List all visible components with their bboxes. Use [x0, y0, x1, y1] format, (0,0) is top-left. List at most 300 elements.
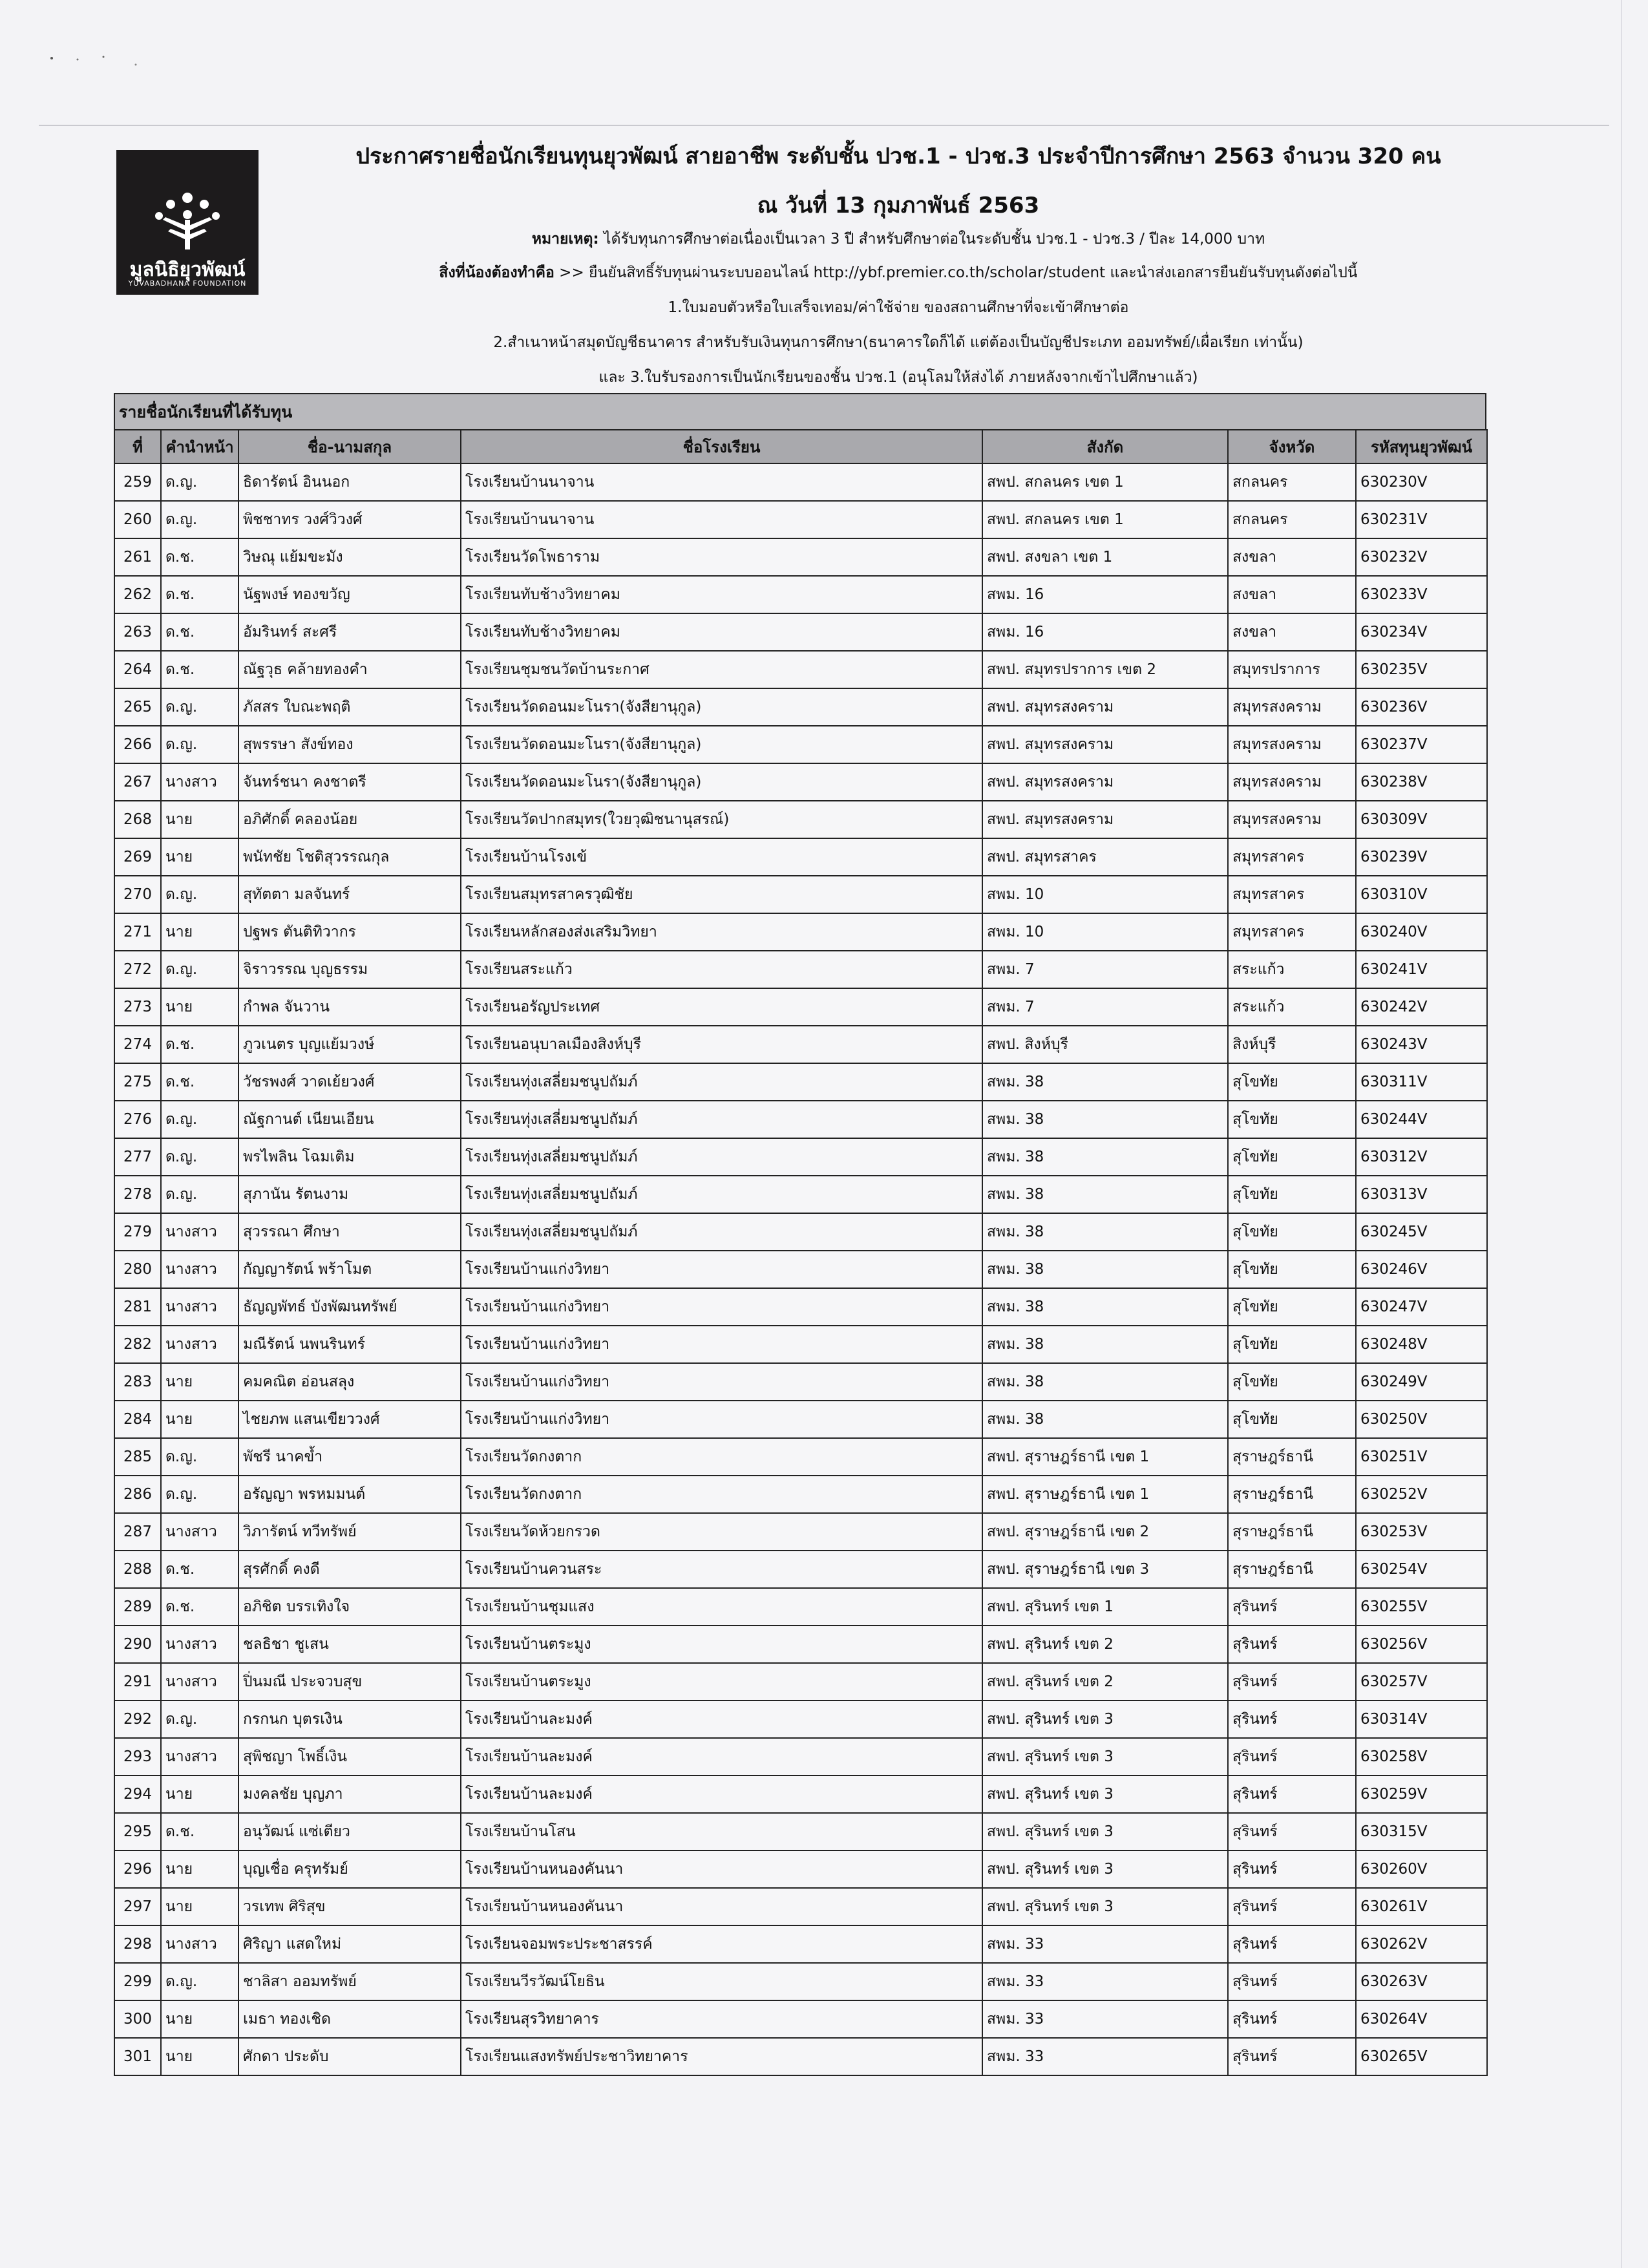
cell-scholarship-code: 630263V	[1356, 1963, 1487, 2000]
table-row	[114, 726, 1487, 763]
table-row	[114, 1775, 1487, 1813]
cell-school: โรงเรียนบ้านละมงค์	[461, 1738, 982, 1775]
cell-school: โรงเรียนวัดโพธาราม	[461, 538, 982, 576]
cell-number: 288	[114, 1551, 161, 1588]
table-row	[114, 1850, 1487, 1888]
table-header-row	[114, 430, 1487, 463]
cell-scholarship-code: 630245V	[1356, 1213, 1487, 1251]
cell-affiliation: สพป. สมุทรสงคราม	[982, 688, 1228, 726]
cell-scholarship-code: 630312V	[1356, 1138, 1487, 1176]
cell-province: สกลนคร	[1228, 501, 1356, 538]
cell-title: นาย	[161, 1888, 238, 1925]
table-row	[114, 1101, 1487, 1138]
cell-school: โรงเรียนบ้านนาจาน	[461, 501, 982, 538]
cell-title: นางสาว	[161, 1326, 238, 1363]
cell-title: นางสาว	[161, 1626, 238, 1663]
cell-school: โรงเรียนบ้านตระมูง	[461, 1663, 982, 1701]
cell-affiliation: สพป. สุราษฎร์ธานี เขต 1	[982, 1438, 1228, 1476]
cell-province: สมุทรสาคร	[1228, 838, 1356, 876]
cell-number: 275	[114, 1063, 161, 1101]
cell-number: 286	[114, 1476, 161, 1513]
table-row	[114, 1251, 1487, 1288]
cell-affiliation: สพม. 38	[982, 1288, 1228, 1326]
table-row	[114, 1213, 1487, 1251]
cell-affiliation: สพป. สกลนคร เขต 1	[982, 463, 1228, 501]
cell-number: 285	[114, 1438, 161, 1476]
cell-name: ศิริญา แสดใหม่	[238, 1925, 461, 1963]
cell-number: 279	[114, 1213, 161, 1251]
cell-scholarship-code: 630255V	[1356, 1588, 1487, 1626]
cell-province: สุรินทร์	[1228, 1775, 1356, 1813]
cell-scholarship-code: 630238V	[1356, 763, 1487, 801]
cell-name: ไชยภพ แสนเขียววงศ์	[238, 1401, 461, 1438]
cell-number: 298	[114, 1925, 161, 1963]
cell-name: พรไพลิน โฉมเติม	[238, 1138, 461, 1176]
cell-school: โรงเรียนบ้านแก่งวิทยา	[461, 1288, 982, 1326]
cell-school: โรงเรียนบ้านตระมูง	[461, 1626, 982, 1663]
cell-name: กัญญารัตน์ พร้าโมต	[238, 1251, 461, 1288]
cell-affiliation: สพม. 10	[982, 913, 1228, 951]
cell-title: ด.ช.	[161, 651, 238, 688]
table-row	[114, 651, 1487, 688]
foundation-logo	[116, 150, 259, 295]
cell-scholarship-code: 630259V	[1356, 1775, 1487, 1813]
cell-scholarship-code: 630253V	[1356, 1513, 1487, 1551]
table-row	[114, 576, 1487, 613]
cell-title: นาย	[161, 1850, 238, 1888]
table-row	[114, 1138, 1487, 1176]
cell-title: ด.ญ.	[161, 876, 238, 913]
table-row	[114, 1438, 1487, 1476]
cell-name: มณีรัตน์ นพนรินทร์	[238, 1326, 461, 1363]
cell-number: 296	[114, 1850, 161, 1888]
table-row	[114, 951, 1487, 988]
cell-affiliation: สพม. 38	[982, 1101, 1228, 1138]
cell-scholarship-code: 630261V	[1356, 1888, 1487, 1925]
table-row	[114, 1701, 1487, 1738]
cell-title: นาย	[161, 801, 238, 838]
cell-number: 295	[114, 1813, 161, 1850]
cell-school: โรงเรียนแสงทรัพย์ประชาวิทยาคาร	[461, 2038, 982, 2075]
cell-scholarship-code: 630231V	[1356, 501, 1487, 538]
table-row	[114, 1026, 1487, 1063]
cell-name: มงคลชัย บุญภา	[238, 1775, 461, 1813]
table-row	[114, 1588, 1487, 1626]
cell-affiliation: สพป. สุรินทร์ เขต 2	[982, 1626, 1228, 1663]
cell-school: โรงเรียนบ้านแก่งวิทยา	[461, 1251, 982, 1288]
table-row	[114, 1925, 1487, 1963]
table-row	[114, 501, 1487, 538]
cell-scholarship-code: 630232V	[1356, 538, 1487, 576]
cell-scholarship-code: 630248V	[1356, 1326, 1487, 1363]
cell-school: โรงเรียนทุ่งเสลี่ยมชนูปถัมภ์	[461, 1138, 982, 1176]
table-row	[114, 1063, 1487, 1101]
cell-title: ด.ช.	[161, 1813, 238, 1850]
cell-school: โรงเรียนบ้านละมงค์	[461, 1775, 982, 1813]
cell-name: สุรศักดิ์ คงดี	[238, 1551, 461, 1588]
cell-number: 266	[114, 726, 161, 763]
cell-scholarship-code: 630246V	[1356, 1251, 1487, 1288]
table-row	[114, 1326, 1487, 1363]
cell-affiliation: สพม. 7	[982, 988, 1228, 1026]
cell-province: สกลนคร	[1228, 463, 1356, 501]
cell-school: โรงเรียนบ้านนาจาน	[461, 463, 982, 501]
cell-affiliation: สพม. 38	[982, 1176, 1228, 1213]
cell-school: โรงเรียนวัดกงตาก	[461, 1476, 982, 1513]
cell-school: โรงเรียนชุมชนวัดบ้านระกาศ	[461, 651, 982, 688]
logo-name-english: YUVABADHANA FOUNDATION	[128, 279, 247, 288]
cell-number: 270	[114, 876, 161, 913]
cell-name: พัชรี นาคข้ำ	[238, 1438, 461, 1476]
page-title: ประกาศรายชื่อนักเรียนทุนยุวพัฒน์ สายอาชีพ ระดับชั้น ปวช.1 - ปวช.3 ประจำปีการศึกษา 2563 จำนวน 320 คน	[355, 143, 1441, 169]
cell-affiliation: สพป. สมุทรปราการ เขต 2	[982, 651, 1228, 688]
table-row	[114, 913, 1487, 951]
cell-name: อภิชิต บรรเทิงใจ	[238, 1588, 461, 1626]
cell-scholarship-code: 630242V	[1356, 988, 1487, 1026]
cell-name: สุทัตตา มลจันทร์	[238, 876, 461, 913]
cell-province: สมุทรสาคร	[1228, 876, 1356, 913]
cell-scholarship-code: 630260V	[1356, 1850, 1487, 1888]
cell-title: นาย	[161, 838, 238, 876]
cell-affiliation: สพม. 38	[982, 1251, 1228, 1288]
col-header-school: ชื่อโรงเรียน	[461, 430, 982, 463]
cell-number: 290	[114, 1626, 161, 1663]
cell-affiliation: สพป. สุรินทร์ เขต 3	[982, 1850, 1228, 1888]
cell-province: สมุทรปราการ	[1228, 651, 1356, 688]
cell-scholarship-code: 630311V	[1356, 1063, 1487, 1101]
cell-name: ศักดา ประดับ	[238, 2038, 461, 2075]
cell-name: สุพิชญา โพธิ์เงิน	[238, 1738, 461, 1775]
cell-name: ปิ่นมณี ประจวบสุข	[238, 1663, 461, 1701]
cell-affiliation: สพม. 33	[982, 2000, 1228, 2038]
cell-scholarship-code: 630315V	[1356, 1813, 1487, 1850]
col-header-province: จังหวัด	[1228, 430, 1356, 463]
cell-school: โรงเรียนบ้านหนองคันนา	[461, 1888, 982, 1925]
cell-title: ด.ช.	[161, 1588, 238, 1626]
cell-name: บุญเชื่อ ครุทรัมย์	[238, 1850, 461, 1888]
table-row	[114, 1513, 1487, 1551]
cell-affiliation: สพม. 38	[982, 1326, 1228, 1363]
cell-name: จิราวรรณ บุญธรรม	[238, 951, 461, 988]
cell-province: สุราษฎร์ธานี	[1228, 1476, 1356, 1513]
cell-title: ด.ช.	[161, 576, 238, 613]
cell-province: สงขลา	[1228, 538, 1356, 576]
cell-province: สมุทรสงคราม	[1228, 688, 1356, 726]
cell-school: โรงเรียนวัดปากสมุทร(ใวยวุฒิชนานุสรณ์)	[461, 801, 982, 838]
scholarship-table	[114, 429, 1488, 2076]
cell-affiliation: สพม. 10	[982, 876, 1228, 913]
col-header-affiliation: สังกัด	[982, 430, 1228, 463]
cell-title: ด.ญ.	[161, 1101, 238, 1138]
note-line	[284, 228, 1512, 251]
cell-affiliation: สพป. สมุทรสงคราม	[982, 763, 1228, 801]
cell-province: สมุทรสาคร	[1228, 913, 1356, 951]
cell-scholarship-code: 630252V	[1356, 1476, 1487, 1513]
table-row	[114, 2000, 1487, 2038]
cell-title: ด.ช.	[161, 1026, 238, 1063]
cell-school: โรงเรียนจอมพระประชาสรรค์	[461, 1925, 982, 1963]
cell-affiliation: สพป. สมุทรสงคราม	[982, 801, 1228, 838]
cell-name: อรัญญา พรหมมนต์	[238, 1476, 461, 1513]
cell-affiliation: สพม. 38	[982, 1138, 1228, 1176]
cell-title: ด.ญ.	[161, 1438, 238, 1476]
cell-scholarship-code: 630309V	[1356, 801, 1487, 838]
cell-number: 274	[114, 1026, 161, 1063]
cell-school: โรงเรียนสระแก้ว	[461, 951, 982, 988]
cell-province: สุราษฎร์ธานี	[1228, 1513, 1356, 1551]
cell-name: พนัทชัย โชติสุวรรณกุล	[238, 838, 461, 876]
cell-scholarship-code: 630313V	[1356, 1176, 1487, 1213]
cell-province: สุรินทร์	[1228, 1850, 1356, 1888]
cell-name: กำพล จันวาน	[238, 988, 461, 1026]
cell-scholarship-code: 630230V	[1356, 463, 1487, 501]
cell-title: ด.ญ.	[161, 501, 238, 538]
table-row	[114, 838, 1487, 876]
cell-scholarship-code: 630249V	[1356, 1363, 1487, 1401]
cell-name: เมธา ทองเชิด	[238, 2000, 461, 2038]
table-row	[114, 2038, 1487, 2075]
cell-school: โรงเรียนบ้านละมงค์	[461, 1701, 982, 1738]
cell-number: 264	[114, 651, 161, 688]
cell-affiliation: สพม. 38	[982, 1401, 1228, 1438]
cell-province: สุราษฎร์ธานี	[1228, 1551, 1356, 1588]
cell-title: ด.ญ.	[161, 1138, 238, 1176]
table-row	[114, 1626, 1487, 1663]
cell-number: 289	[114, 1588, 161, 1626]
cell-name: พิชชาทร วงศ์วิวงศ์	[238, 501, 461, 538]
cell-name: สุพรรษา สังข์ทอง	[238, 726, 461, 763]
cell-number: 283	[114, 1363, 161, 1401]
cell-title: นางสาว	[161, 1288, 238, 1326]
table-row	[114, 1551, 1487, 1588]
cell-scholarship-code: 630250V	[1356, 1401, 1487, 1438]
table-row	[114, 538, 1487, 576]
table-row	[114, 763, 1487, 801]
document-item-3: และ 3.ใบรับรองการเป็นนักเรียนของชั้น ปวช.1 (อนุโลมให้ส่งได้ ภายหลังจากเข้าไปศึกษาแล้ว)	[598, 369, 1198, 386]
table-row	[114, 876, 1487, 913]
cell-number: 268	[114, 801, 161, 838]
cell-name: ธัญญพัทธ์ บังพัฒนทรัพย์	[238, 1288, 461, 1326]
cell-scholarship-code: 630265V	[1356, 2038, 1487, 2075]
cell-affiliation: สพป. สุรินทร์ เขต 1	[982, 1588, 1228, 1626]
cell-number: 272	[114, 951, 161, 988]
cell-school: โรงเรียนบ้านแก่งวิทยา	[461, 1326, 982, 1363]
cell-number: 271	[114, 913, 161, 951]
cell-affiliation: สพป. สุรินทร์ เขต 2	[982, 1663, 1228, 1701]
cell-province: สุโขทัย	[1228, 1176, 1356, 1213]
cell-scholarship-code: 630244V	[1356, 1101, 1487, 1138]
cell-affiliation: สพป. สิงห์บุรี	[982, 1026, 1228, 1063]
cell-affiliation: สพป. สุรินทร์ เขต 3	[982, 1888, 1228, 1925]
cell-title: ด.ช.	[161, 1063, 238, 1101]
cell-province: สุราษฎร์ธานี	[1228, 1438, 1356, 1476]
cell-affiliation: สพม. 33	[982, 1963, 1228, 2000]
cell-number: 261	[114, 538, 161, 576]
cell-scholarship-code: 630314V	[1356, 1701, 1487, 1738]
cell-title: นางสาว	[161, 1513, 238, 1551]
cell-name: จันทร์ชนา คงชาตรี	[238, 763, 461, 801]
cell-name: สุภานัน รัตนงาม	[238, 1176, 461, 1213]
cell-province: สุโขทัย	[1228, 1101, 1356, 1138]
cell-scholarship-code: 630262V	[1356, 1925, 1487, 1963]
table-row	[114, 463, 1487, 501]
cell-title: นาย	[161, 2038, 238, 2075]
cell-affiliation: สพป. สุราษฎร์ธานี เขต 2	[982, 1513, 1228, 1551]
cell-number: 297	[114, 1888, 161, 1925]
cell-title: นางสาว	[161, 1251, 238, 1288]
cell-affiliation: สพป. สุรินทร์ เขต 3	[982, 1701, 1228, 1738]
cell-province: สุโขทัย	[1228, 1326, 1356, 1363]
cell-province: สุโขทัย	[1228, 1063, 1356, 1101]
table-row	[114, 1176, 1487, 1213]
cell-scholarship-code: 630234V	[1356, 613, 1487, 651]
cell-title: นาย	[161, 1363, 238, 1401]
cell-province: สุรินทร์	[1228, 1701, 1356, 1738]
cell-title: นาย	[161, 988, 238, 1026]
cell-affiliation: สพป. สมุทรสงคราม	[982, 726, 1228, 763]
cell-province: สุรินทร์	[1228, 2038, 1356, 2075]
cell-title: นาย	[161, 1401, 238, 1438]
scan-speck-icon	[39, 45, 168, 84]
cell-school: โรงเรียนบ้านชุมแสง	[461, 1588, 982, 1626]
cell-name: นัฐพงษ์ ทองขวัญ	[238, 576, 461, 613]
cell-name: ภัสสร ใบณะพฤติ	[238, 688, 461, 726]
document-item-2: 2.สำเนาหน้าสมุดบัญชีธนาคาร สำหรับรับเงินทุนการศึกษา(ธนาคารใดก็ได้ แต่ต้องเป็นบัญชีประเภท ออมทรัพย์/เผื่อเรียก เท่านั้น)	[493, 334, 1304, 351]
cell-school: โรงเรียนบ้านแก่งวิทยา	[461, 1401, 982, 1438]
cell-name: ธิดารัตน์ อินนอก	[238, 463, 461, 501]
table-row	[114, 613, 1487, 651]
cell-title: ด.ญ.	[161, 1176, 238, 1213]
cell-school: โรงเรียนบ้านโรงเข้	[461, 838, 982, 876]
announcement-date: ณ วันที่ 13 กุมภาพันธ์ 2563	[757, 193, 1040, 218]
table-row	[114, 988, 1487, 1026]
cell-name: วรเทพ ศิริสุข	[238, 1888, 461, 1925]
cell-title: ด.ช.	[161, 538, 238, 576]
cell-province: สมุทรสงคราม	[1228, 801, 1356, 838]
cell-number: 262	[114, 576, 161, 613]
cell-province: สุรินทร์	[1228, 1888, 1356, 1925]
cell-province: สุโขทัย	[1228, 1138, 1356, 1176]
cell-number: 263	[114, 613, 161, 651]
col-header-scholarship-code: รหัสทุนยุวพัฒน์	[1356, 430, 1487, 463]
cell-number: 280	[114, 1251, 161, 1288]
cell-scholarship-code: 630247V	[1356, 1288, 1487, 1326]
cell-province: สุรินทร์	[1228, 1588, 1356, 1626]
cell-number: 259	[114, 463, 161, 501]
cell-school: โรงเรียนวัดดอนมะโนรา(จังสียานุกูล)	[461, 688, 982, 726]
cell-province: สุโขทัย	[1228, 1401, 1356, 1438]
cell-affiliation: สพป. สุรินทร์ เขต 3	[982, 1775, 1228, 1813]
cell-province: สมุทรสงคราม	[1228, 726, 1356, 763]
cell-title: นางสาว	[161, 1925, 238, 1963]
cell-school: โรงเรียนวัดดอนมะโนรา(จังสียานุกูล)	[461, 763, 982, 801]
cell-province: สุรินทร์	[1228, 1813, 1356, 1850]
cell-province: สุโขทัย	[1228, 1251, 1356, 1288]
col-header-name: ชื่อ-นามสกุล	[238, 430, 461, 463]
cell-province: สงขลา	[1228, 576, 1356, 613]
cell-title: ด.ญ.	[161, 463, 238, 501]
cell-province: สระแก้ว	[1228, 951, 1356, 988]
cell-affiliation: สพป. สงขลา เขต 1	[982, 538, 1228, 576]
tree-emblem-icon	[149, 189, 226, 253]
cell-title: ด.ญ.	[161, 1476, 238, 1513]
table-row	[114, 1663, 1487, 1701]
cell-school: โรงเรียนทับช้างวิทยาคม	[461, 576, 982, 613]
cell-school: โรงเรียนวัดกงตาก	[461, 1438, 982, 1476]
cell-number: 282	[114, 1326, 161, 1363]
cell-school: โรงเรียนวัดดอนมะโนรา(จังสียานุกูล)	[461, 726, 982, 763]
cell-number: 273	[114, 988, 161, 1026]
cell-school: โรงเรียนทับช้างวิทยาคม	[461, 613, 982, 651]
cell-name: ชาลิสา ออมทรัพย์	[238, 1963, 461, 2000]
cell-number: 300	[114, 2000, 161, 2038]
table-row	[114, 1363, 1487, 1401]
cell-name: ณัฐกานต์ เนียนเอียน	[238, 1101, 461, 1138]
cell-name: คมคณิต อ่อนสลุง	[238, 1363, 461, 1401]
cell-scholarship-code: 630258V	[1356, 1738, 1487, 1775]
page-edge	[1621, 0, 1622, 2268]
cell-scholarship-code: 630264V	[1356, 2000, 1487, 2038]
cell-name: อัมรินทร์ สะศรี	[238, 613, 461, 651]
document-item-1: 1.ใบมอบตัวหรือใบเสร็จเทอม/ค่าใช้จ่าย ของสถานศึกษาที่จะเข้าศึกษาต่อ	[668, 299, 1129, 316]
cell-number: 277	[114, 1138, 161, 1176]
cell-name: ชลธิชา ชูเสน	[238, 1626, 461, 1663]
cell-province: สระแก้ว	[1228, 988, 1356, 1026]
cell-scholarship-code: 630235V	[1356, 651, 1487, 688]
cell-school: โรงเรียนสมุทรสาครวุฒิชัย	[461, 876, 982, 913]
cell-scholarship-code: 630236V	[1356, 688, 1487, 726]
cell-scholarship-code: 630254V	[1356, 1551, 1487, 1588]
table-row	[114, 1813, 1487, 1850]
cell-title: ด.ญ.	[161, 1701, 238, 1738]
table-row	[114, 1288, 1487, 1326]
table-row	[114, 1738, 1487, 1775]
cell-title: นาย	[161, 1775, 238, 1813]
cell-scholarship-code: 630239V	[1356, 838, 1487, 876]
cell-affiliation: สพม. 7	[982, 951, 1228, 988]
cell-affiliation: สพม. 38	[982, 1363, 1228, 1401]
cell-province: สุรินทร์	[1228, 2000, 1356, 2038]
cell-title: นางสาว	[161, 763, 238, 801]
cell-province: สุรินทร์	[1228, 1738, 1356, 1775]
cell-number: 278	[114, 1176, 161, 1213]
cell-number: 299	[114, 1963, 161, 2000]
cell-province: สุโขทัย	[1228, 1288, 1356, 1326]
cell-school: โรงเรียนบ้านหนองคันนา	[461, 1850, 982, 1888]
cell-title: ด.ญ.	[161, 688, 238, 726]
cell-title: ด.ช.	[161, 1551, 238, 1588]
cell-scholarship-code: 630241V	[1356, 951, 1487, 988]
cell-affiliation: สพป. สุรินทร์ เขต 3	[982, 1738, 1228, 1775]
cell-title: ด.ช.	[161, 613, 238, 651]
cell-province: สุรินทร์	[1228, 1925, 1356, 1963]
cell-number: 260	[114, 501, 161, 538]
table-row	[114, 1963, 1487, 2000]
cell-affiliation: สพม. 33	[982, 1925, 1228, 1963]
cell-scholarship-code: 630257V	[1356, 1663, 1487, 1701]
cell-affiliation: สพป. สุราษฎร์ธานี เขต 1	[982, 1476, 1228, 1513]
cell-title: นางสาว	[161, 1663, 238, 1701]
cell-name: วัชรพงศ์ วาดเย้ยวงศ์	[238, 1063, 461, 1101]
cell-school: โรงเรียนอนุบาลเมืองสิงห์บุรี	[461, 1026, 982, 1063]
cell-school: โรงเรียนสุรวิทยาคาร	[461, 2000, 982, 2038]
todo-label: สิ่งที่น้องต้องทำคือ	[439, 264, 555, 281]
cell-number: 284	[114, 1401, 161, 1438]
cell-title: นาย	[161, 2000, 238, 2038]
cell-number: 292	[114, 1701, 161, 1738]
cell-scholarship-code: 630240V	[1356, 913, 1487, 951]
cell-name: ปฐพร ตันติทิวากร	[238, 913, 461, 951]
